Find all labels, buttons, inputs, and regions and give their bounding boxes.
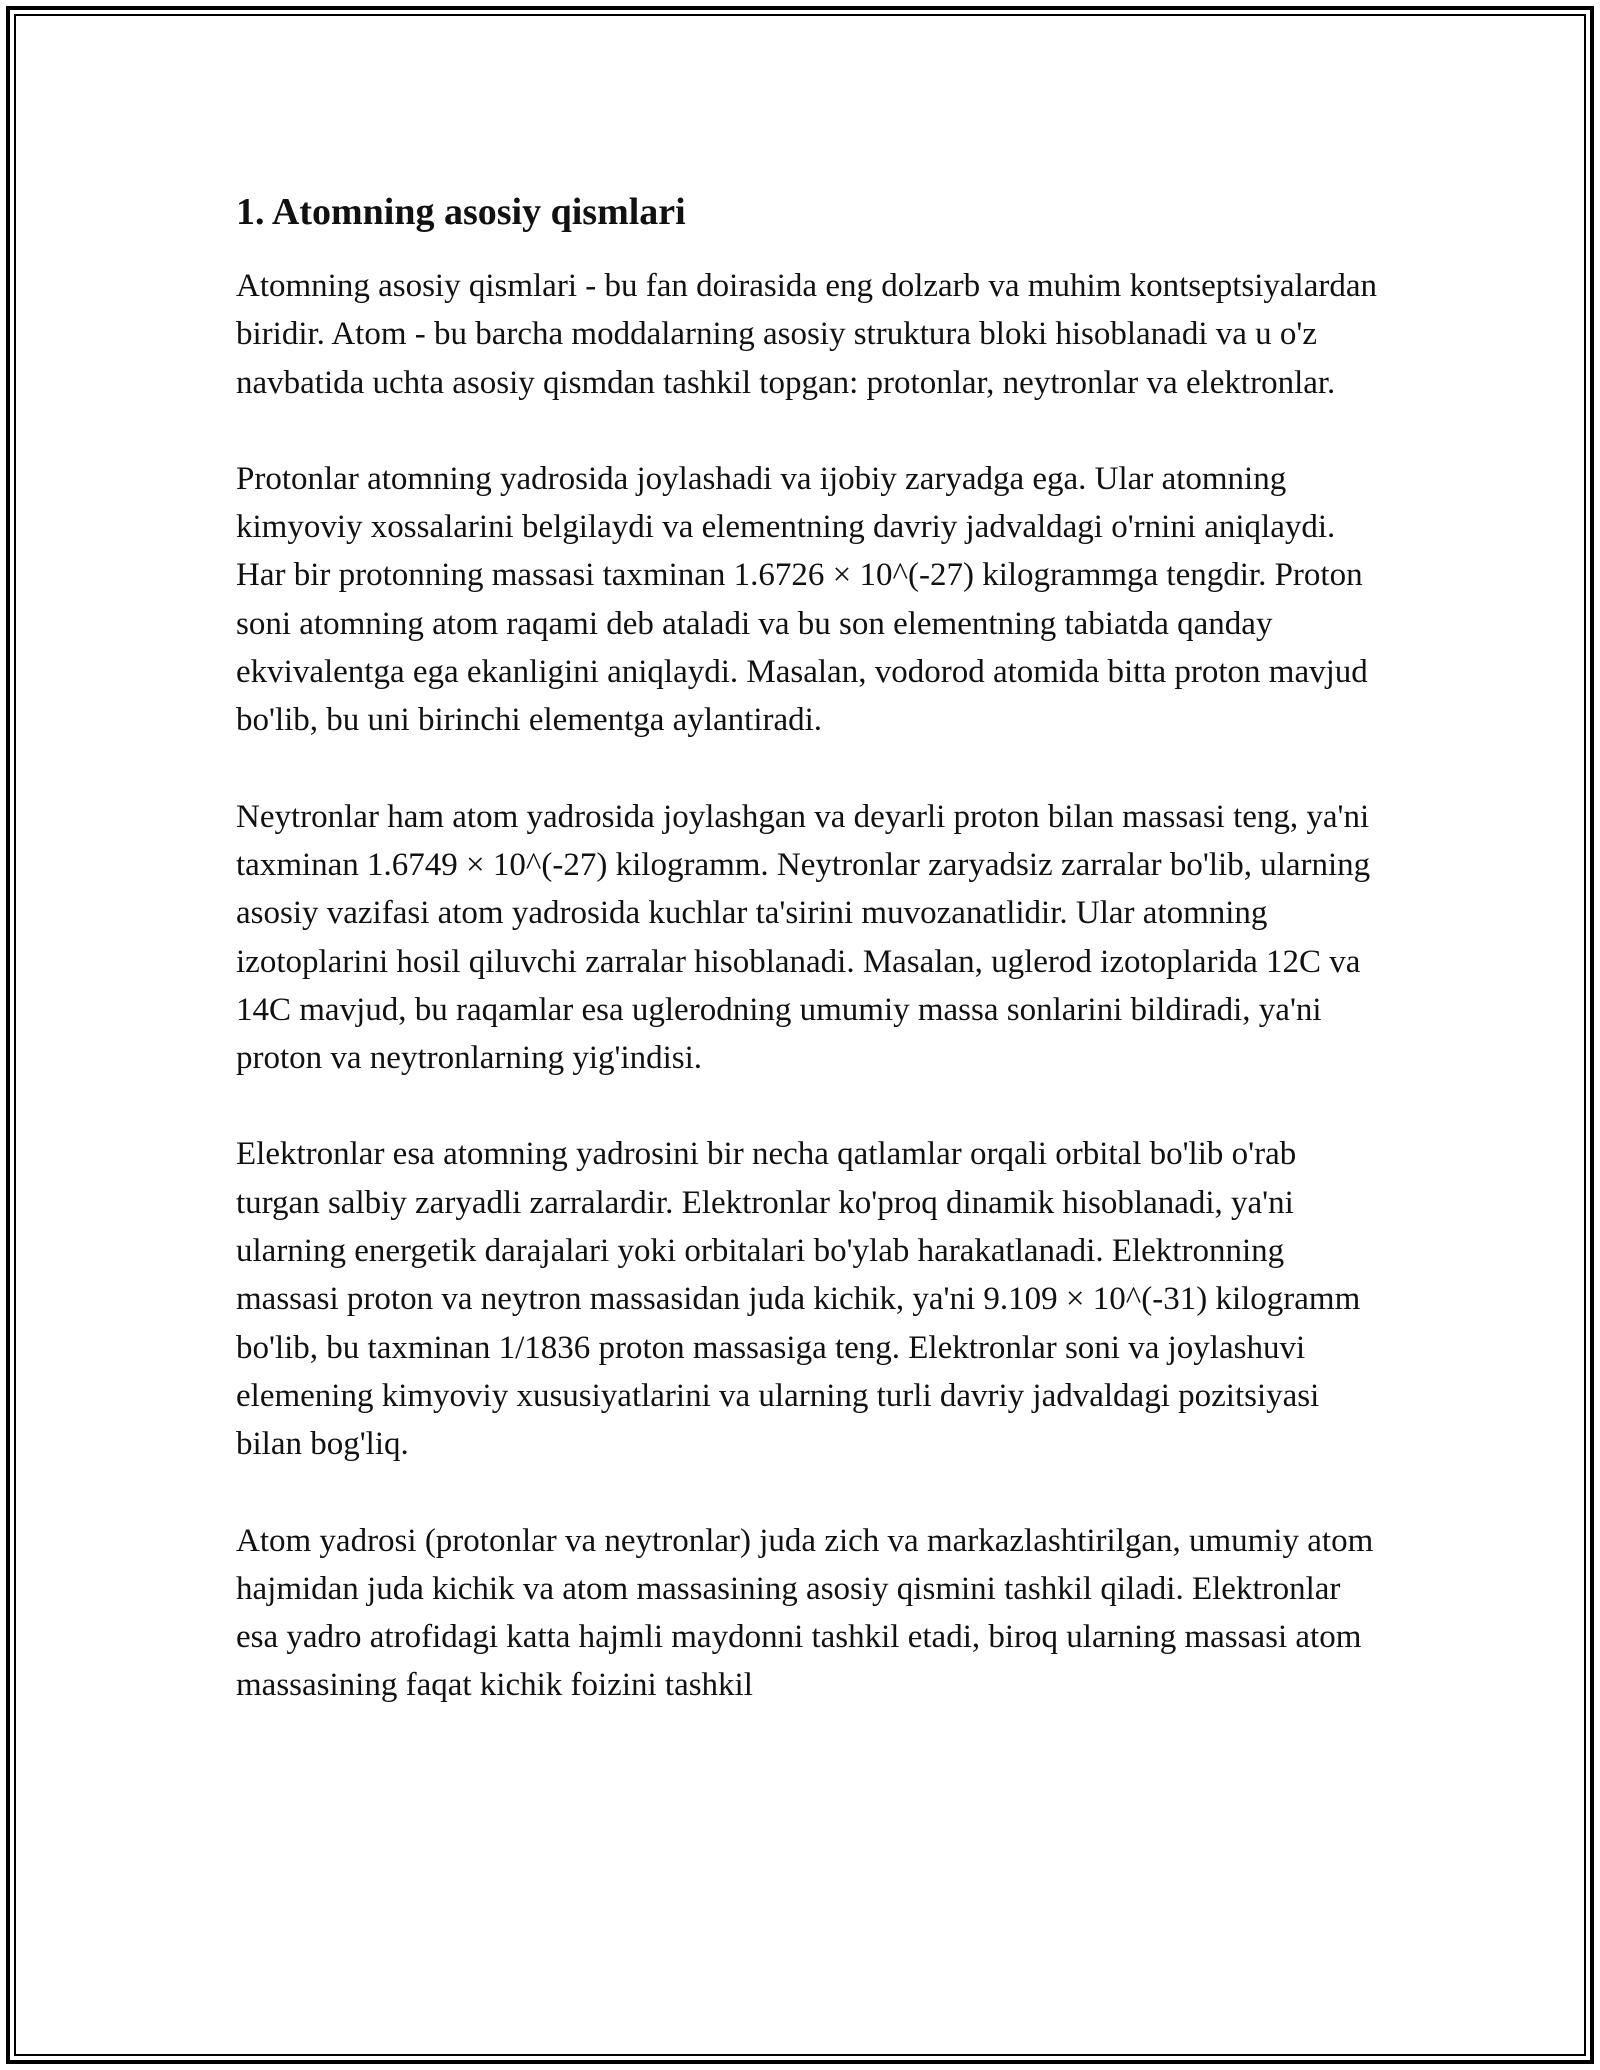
paragraph-nucleus: Atom yadrosi (protonlar va neytronlar) juda zich va markazlashtirilgan, umumiy atom hajmidan juda kichik va atom massasining asosiy qismini tashkil qiladi. Elektronlar esa yadro atrofidagi katta hajmli maydonni tashkil etadi, biroq ularning massasi atom massasining faqat kichik foizini tashkil bbox=[236, 1522, 1374, 1704]
paragraph-intro: Atomning asosiy qismlari - bu fan doirasida eng dolzarb va muhim kontseptsiyalardan biridir. Atom - bu barcha moddalarning asosiy struktura bloki hisoblanadi va u o'z navbatida uchta asosiy qismdan tashkil topgan: protonlar, neytronlar va elektronlar. bbox=[236, 268, 1378, 401]
paragraph-protons: Protonlar atomning yadrosida joylashadi va ijobiy zaryadga ega. Ular atomning kimyoviy xossalarini belgilaydi va elementning davriy jadvaldagi o'rnini aniqlaydi. Har bir protonning massasi taxminan 1.6726 × 10^(-27) kilogrammga tengdir. Proton soni atomning atom raqami deb ataladi va bu son elementning tabiatda qanday ekvivalentga ega ekanligini aniqlaydi. Masalan, vodorod atomida bitta proton mavjud bo'lib, bu uni birinchi elementga aylantiradi. bbox=[236, 460, 1368, 739]
paragraph-electrons: Elektronlar esa atomning yadrosini bir necha qatlamlar orqali orbital bo'lib o'rab turgan salbiy zaryadli zarralardir. Elektronlar ko'proq dinamik hisoblanadi, ya'ni ularning energetik darajalari yoki orbitalari bo'ylab harakatlanadi. Elektronning massasi proton va neytron massasidan juda kichik, ya'ni 9.109 × 10^(-31) kilogramm bo'lib, bu taxminan 1/1836 proton massasiga teng. Elektronlar soni va joylashuvi elemening kimyoviy xususiyatlarini va ularning turli davriy jadvaldagi pozitsiyasi bilan bog'liq. bbox=[236, 1136, 1361, 1463]
section-heading: 1. Atomning asosiy qismlari bbox=[236, 191, 686, 233]
paragraph-neutrons: Neytronlar ham atom yadrosida joylashgan va deyarli proton bilan massasi teng, ya'ni taxminan 1.6749 × 10^(-27) kilogramm. Neytronlar zaryadsiz zarralar bo'lib, ularning asosiy vazifasi atom yadrosida kuchlar ta'sirini muvozanatlidir. Ular atomning izotoplarini hosil qiluvchi zarralar hisoblanadi. Masalan, uglerod izotoplarida 12C va 14C mavjud, bu raqamlar esa uglerodning umumiy massa sonlarini bildiradi, ya'ni proton va neytronlarning yig'indisi. bbox=[236, 798, 1371, 1077]
document-body bbox=[236, 186, 1386, 1758]
